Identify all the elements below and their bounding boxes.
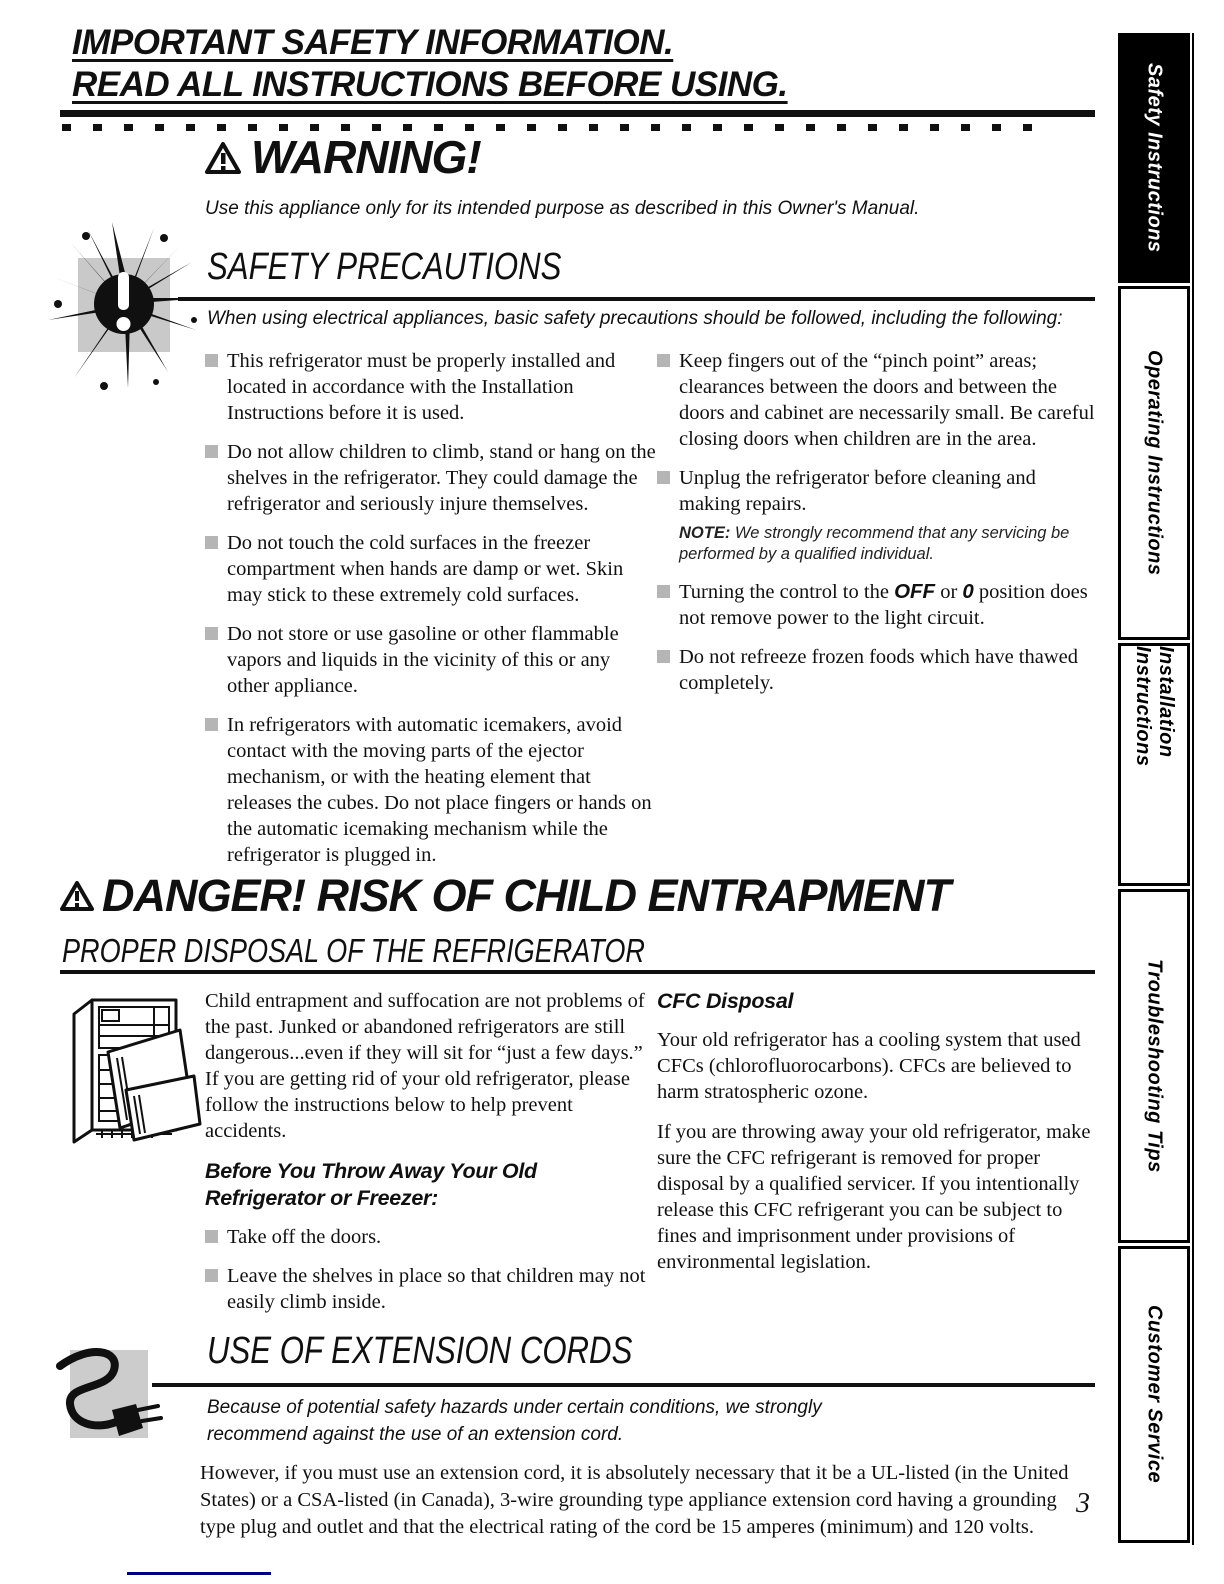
square-bullet-icon bbox=[657, 471, 670, 484]
bullet-text: Do not refreeze frozen foods which have thawed completely. bbox=[679, 646, 1078, 694]
footer-accent-line bbox=[127, 1572, 271, 1575]
list-item bbox=[205, 621, 657, 699]
tab-operating-instructions bbox=[1118, 286, 1190, 640]
off-label: OFF bbox=[894, 580, 936, 603]
list-item bbox=[657, 644, 1097, 696]
danger-columns bbox=[205, 988, 1097, 1328]
list-item bbox=[205, 1263, 657, 1315]
bullet-text: Do not allow children to climb, stand or hang on the shelves in the refrigerator. They could damage the refrigerator and seriously injure themselves. bbox=[227, 441, 656, 515]
safety-precautions-intro: When using electrical appliances, basic safety precautions should be followed, including the following: bbox=[207, 308, 1063, 329]
tab-label: Installation Instructions bbox=[1132, 646, 1177, 767]
tab-customer-service bbox=[1118, 1246, 1190, 1543]
square-bullet-icon bbox=[205, 536, 218, 549]
cfc-disposal-heading: CFC Disposal bbox=[657, 989, 794, 1013]
safety-precautions-columns bbox=[205, 348, 1097, 881]
square-bullet-icon bbox=[205, 1230, 218, 1243]
danger-subheading bbox=[62, 932, 773, 970]
danger-heading-text: DANGER! RISK OF CHILD ENTRAPMENT bbox=[102, 870, 950, 921]
tab-label: Safety Instructions bbox=[1143, 63, 1166, 253]
list-item bbox=[205, 530, 657, 608]
danger-left-column bbox=[205, 988, 657, 1328]
list-item bbox=[205, 348, 657, 426]
tab-installation-instructions bbox=[1118, 643, 1190, 886]
bullet-text: Turning the control to the bbox=[679, 581, 895, 603]
page-title-line1: IMPORTANT SAFETY INFORMATION. bbox=[72, 23, 674, 62]
refrigerator-open-doors-illustration bbox=[64, 990, 210, 1144]
bullet-text: Do not store or use gasoline or other flammable vapors and liquids in the vicinity of this or any other appliance. bbox=[227, 623, 619, 697]
extension-cords-intro: Because of potential safety hazards under certain conditions, we strongly recommend against the use of an extension cord. bbox=[207, 1397, 822, 1445]
tab-label: Operating Instructions bbox=[1143, 350, 1166, 576]
extension-cord-plug-icon bbox=[56, 1344, 172, 1444]
danger-subheading-text: PROPER DISPOSAL OF THE REFRIGERATOR bbox=[62, 932, 645, 969]
bullet-text: This refrigerator must be properly installed and located in accordance with the Installation Instructions before it is used. bbox=[227, 350, 616, 424]
page-title-line2: READ ALL INSTRUCTIONS BEFORE USING. bbox=[72, 65, 788, 104]
extension-cords-rule bbox=[152, 1383, 1095, 1387]
starburst-exclamation-icon bbox=[46, 222, 208, 394]
cfc-paragraph-1: Your old refrigerator has a cooling system that used CFCs (chlorofluorocarbons). CFCs are believed to harm stratospheric ozone. bbox=[657, 1029, 1081, 1103]
before-throw-away-heading: Before You Throw Away Your Old Refrigerator or Freezer: bbox=[205, 1159, 537, 1210]
header-rule bbox=[60, 110, 1095, 117]
warning-heading-text: WARNING! bbox=[251, 131, 481, 183]
bullet-text: Leave the shelves in place so that children may not easily climb inside. bbox=[227, 1265, 646, 1313]
tab-label: Troubleshooting Tips bbox=[1143, 959, 1166, 1173]
bullet-text: Unplug the refrigerator before cleaning and making repairs. bbox=[679, 467, 1036, 515]
square-bullet-icon bbox=[657, 585, 670, 598]
square-bullet-icon bbox=[205, 445, 218, 458]
square-bullet-icon bbox=[657, 650, 670, 663]
warning-triangle-icon bbox=[60, 881, 94, 912]
danger-intro: Child entrapment and suffocation are not problems of the past. Junked or abandoned refrigerators are still dangerous...even if they will sit for “just a few days.” If you are getting rid of your old refrigerator, please follow the instructions below to help prevent accidents. bbox=[205, 990, 645, 1142]
page-title bbox=[72, 22, 788, 106]
safety-precautions-rule bbox=[178, 297, 1095, 301]
square-bullet-icon bbox=[205, 627, 218, 640]
warning-triangle-icon bbox=[205, 142, 241, 175]
danger-right-column bbox=[657, 988, 1097, 1328]
bullet-text: Keep fingers out of the “pinch point” areas; clearances between the doors and between the doors and cabinet are necessarily small. Be careful closing doors when children are in the area. bbox=[679, 350, 1095, 450]
note-text: We strongly recommend that any servicing be performed by a qualified individual. bbox=[679, 524, 1070, 563]
list-item bbox=[205, 712, 657, 868]
extension-cords-body: However, if you must use an extension cord, it is absolutely necessary that it be a UL-listed (in the United States) or a CSA-listed (in Canada), 3-wire grounding type appliance extension cord having a grounding type plug and outlet and that the electrical rating of the cord be 15 amperes (minimum) and 120 volts. bbox=[200, 1462, 1069, 1538]
sidebar-vertical-rule bbox=[1192, 33, 1194, 1545]
note-label: NOTE: bbox=[679, 524, 731, 542]
warning-heading bbox=[205, 130, 481, 184]
square-bullet-icon bbox=[205, 1269, 218, 1282]
page-number: 3 bbox=[1076, 1488, 1090, 1519]
tab-troubleshooting-tips bbox=[1118, 889, 1190, 1243]
safety-right-column bbox=[657, 348, 1097, 881]
list-item bbox=[657, 465, 1097, 517]
square-bullet-icon bbox=[205, 354, 218, 367]
bullet-text: or bbox=[935, 581, 963, 603]
list-item bbox=[205, 1224, 657, 1250]
warning-body: Use this appliance only for its intended purpose as described in this Owner's Manual. bbox=[205, 198, 920, 219]
safety-precautions-heading-text: SAFETY PRECAUTIONS bbox=[207, 246, 562, 288]
bullet-text: In refrigerators with automatic icemakers, avoid contact with the moving parts of the ejector mechanism, or with the heating element that releases the cubes. Do not place fingers or hands on the automatic icemaking mechanism while the refrigerator is plugged in. bbox=[227, 714, 652, 866]
extension-cords-heading bbox=[207, 1330, 726, 1373]
bullet-text: position does not remove power to the light circuit. bbox=[679, 581, 1088, 629]
square-bullet-icon bbox=[657, 354, 670, 367]
safety-left-column bbox=[205, 348, 657, 881]
danger-rule bbox=[60, 970, 1095, 974]
cfc-paragraph-2: If you are throwing away your old refrigerator, make sure the CFC refrigerant is removed for proper disposal by a qualified servicer. If you intentionally release this CFC refrigerant you can be subject to fines and imprisonment under provisions of environmental legislation. bbox=[657, 1121, 1091, 1273]
square-bullet-icon bbox=[205, 718, 218, 731]
extension-cords-heading-text: USE OF EXTENSION CORDS bbox=[207, 1330, 633, 1372]
list-item bbox=[657, 579, 1097, 631]
safety-precautions-heading bbox=[207, 246, 639, 289]
bullet-text: Take off the doors. bbox=[227, 1226, 382, 1248]
tab-label: Customer Service bbox=[1143, 1305, 1166, 1484]
danger-heading bbox=[60, 870, 950, 922]
list-item bbox=[657, 348, 1097, 452]
tab-safety-instructions bbox=[1118, 33, 1190, 283]
service-note bbox=[679, 523, 1097, 565]
list-item bbox=[205, 439, 657, 517]
zero-label: 0 bbox=[962, 580, 974, 603]
bullet-text: Do not touch the cold surfaces in the freezer compartment when hands are damp or wet. Skin may stick to these extremely cold surfaces. bbox=[227, 532, 624, 606]
